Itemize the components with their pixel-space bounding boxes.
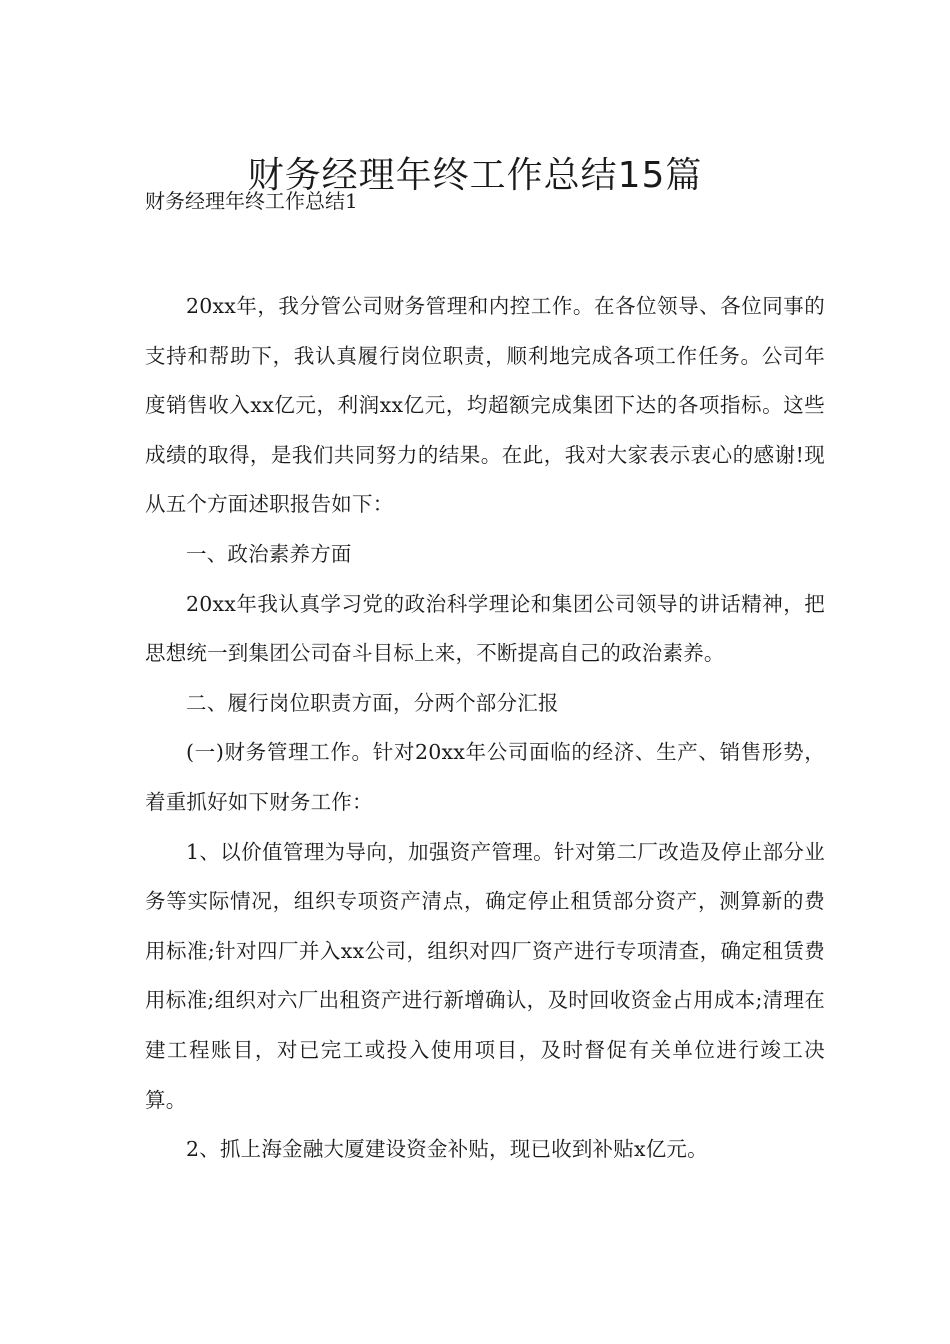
paragraph-item-1: 1、以价值管理为导向，加强资产管理。针对第二厂改造及停止部分业务等实际情况，组织专项资产清点，确定停止租赁部分资产，测算新的费用标准;针对四厂并入xx公司，组织对四厂资产进行专项清查，确定租赁费用标准;组织对六厂出租资产进行新增确认，及时回收资金占用成本;清理在建工程账目，对已完工或投入使用项目，及时督促有关单位进行竣工决算。 [145,839,825,1112]
section-heading-duties: 二、履行岗位职责方面，分两个部分汇报 [186,690,559,715]
paragraph-finance-management: (一)财务管理工作。针对20xx年公司面临的经济、生产、销售形势，着重抓好如下财务工作： [145,740,825,814]
document-body [145,282,825,1175]
paragraph-intro: 20xx年，我分管公司财务管理和内控工作。在各位领导、各位同事的支持和帮助下，我认真履行岗位职责，顺利地完成各项工作任务。公司年度销售收入xx亿元，利润xx亿元，均超额完成集团下达的各项指标。这些成绩的取得，是我们共同努力的结果。在此，我对大家表示衷心的感谢!现从五个方面述职报告如下： [145,294,825,517]
paragraph-item-2: 2、抓上海金融大厦建设资金补贴，现已收到补贴x亿元。 [186,1137,708,1162]
document-title: 财务经理年终工作总结15篇 [247,155,703,197]
document-subtitle: 财务经理年终工作总结1 [145,189,358,213]
paragraph-political: 20xx年我认真学习党的政治科学理论和集团公司领导的讲话精神，把思想统一到集团公司奋斗目标上来，不断提高自己的政治素养。 [145,591,825,666]
section-heading-political: 一、政治素养方面 [186,541,352,566]
